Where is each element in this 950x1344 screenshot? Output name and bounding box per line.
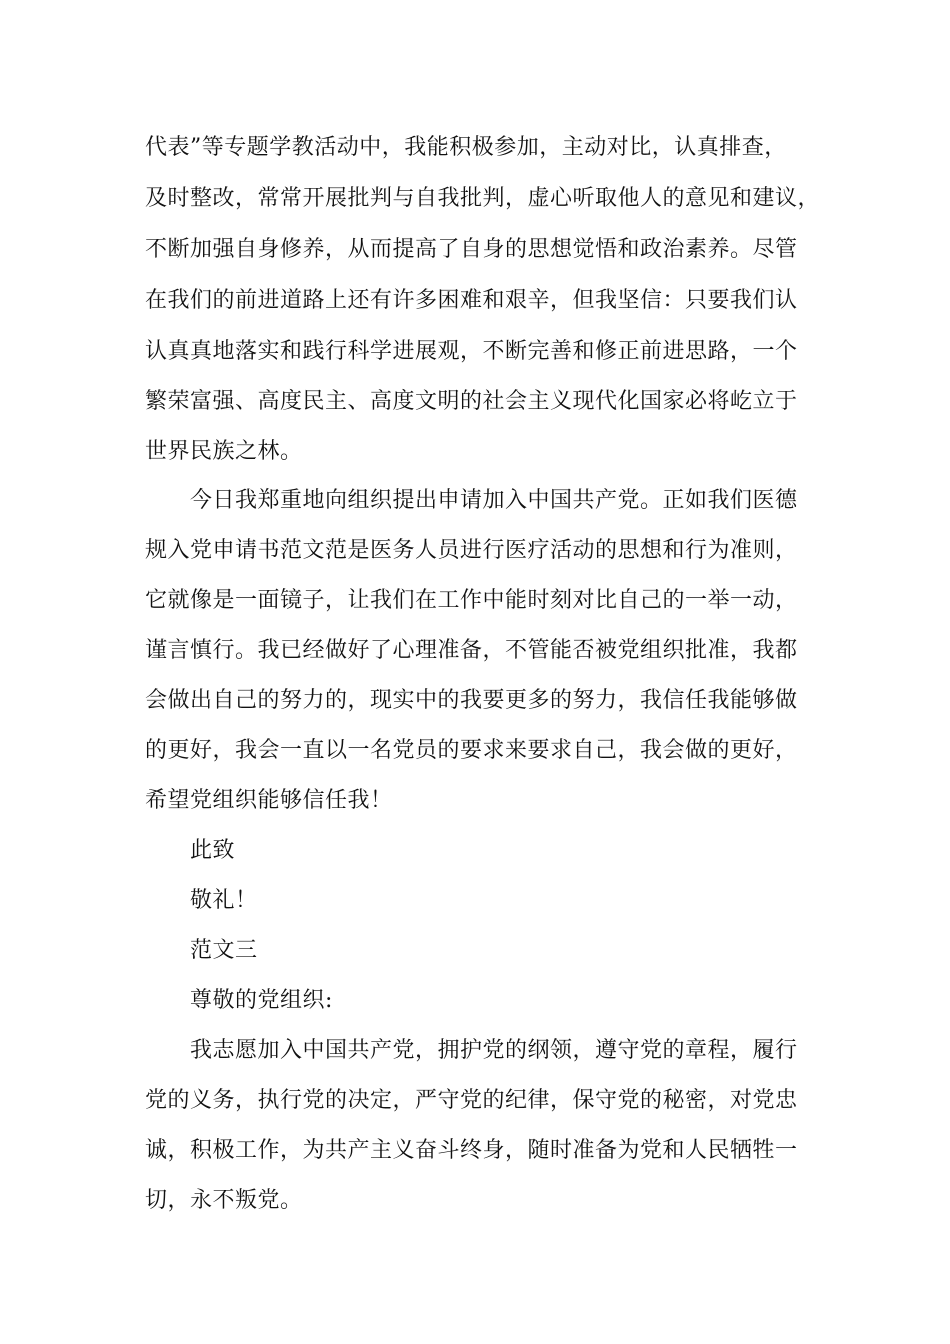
greeting-line: 尊敬的党组织: xyxy=(190,988,333,1013)
text-line: 繁荣富强、高度民主、高度文明的社会主义现代化国家必将屹立于 xyxy=(145,389,798,414)
paragraph-start-line: 今日我郑重地向组织提出申请加入中国共产党。正如我们医德 xyxy=(190,488,798,513)
text-line: 党的义务，执行党的决定，严守党的纪律，保守党的秘密，对党忠 xyxy=(145,1088,798,1113)
text-line: 代表”等专题学教活动中，我能积极参加，主动对比，认真排查， xyxy=(145,135,787,160)
text-line: 的更好，我会一直以一名党员的要求来要求自己，我会做的更好， xyxy=(145,738,798,763)
text-line: 切，永不叛党。 xyxy=(145,1188,303,1213)
text-line: 在我们的前进道路上还有许多困难和艰辛，但我坚信：只要我们认 xyxy=(145,288,798,313)
text-line: 希望党组织能够信任我！ xyxy=(145,788,393,813)
text-line: 诚，积极工作，为共产主义奋斗终身，随时准备为党和人民牺牲一 xyxy=(145,1138,798,1163)
text-line: 它就像是一面镜子，让我们在工作中能时刻对比自己的一举一动， xyxy=(145,588,798,613)
text-line: 不断加强自身修养，从而提高了自身的思想觉悟和政治素养。尽管 xyxy=(145,237,798,262)
text-line: 规入党申请书范文范是医务人员进行医疗活动的思想和行为准则， xyxy=(145,538,798,563)
closing-line: 此致 xyxy=(190,838,236,863)
paragraph-start-line: 我志愿加入中国共产党，拥护党的纲领，遵守党的章程，履行 xyxy=(190,1038,798,1063)
section-heading: 范文三 xyxy=(190,938,258,963)
text-line: 会做出自己的努力的，现实中的我要更多的努力，我信任我能够做 xyxy=(145,688,798,713)
salutation-line: 敬礼！ xyxy=(190,888,258,913)
text-line: 世界民族之林。 xyxy=(145,439,303,464)
text-line: 及时整改，常常开展批判与自我批判，虚心听取他人的意见和建议， xyxy=(145,186,821,211)
text-line: 认真真地落实和践行科学进展观，不断完善和修正前进思路，一个 xyxy=(145,339,798,364)
text-line: 谨言慎行。我已经做好了心理准备，不管能否被党组织批准，我都 xyxy=(145,638,798,663)
